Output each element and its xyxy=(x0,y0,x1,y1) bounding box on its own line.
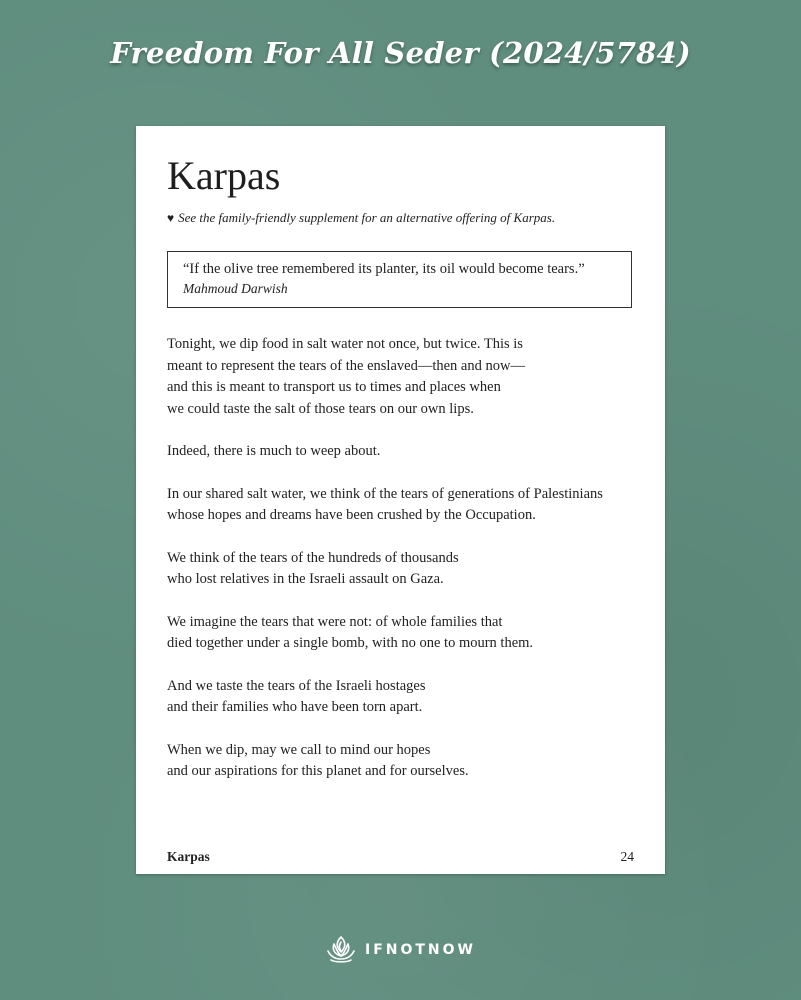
header-title: Freedom For All Seder (2024/5784) xyxy=(110,36,691,70)
paragraph-line: and this is meant to transport us to times and places when xyxy=(167,379,501,395)
paragraph xyxy=(167,612,647,655)
paragraph-line: And we taste the tears of the Israeli hostages xyxy=(167,677,426,694)
quote-box xyxy=(167,251,632,308)
paragraph-line: and our aspirations for this planet and for ourselves. xyxy=(167,763,469,779)
quote-text: “If the olive tree remembered its planter, its oil would become tears.” xyxy=(183,261,585,277)
body-text xyxy=(167,334,647,804)
paragraph-line: meant to represent the tears of the enslaved—then and now— xyxy=(167,357,525,374)
paragraph xyxy=(167,484,647,527)
brand-name: IFNOTNOW xyxy=(364,942,476,958)
paragraph xyxy=(167,548,647,591)
paragraph-line: Indeed, there is much to weep about. xyxy=(167,443,381,459)
paragraph-line: we could taste the salt of those tears on our own lips. xyxy=(167,400,474,417)
paragraph-line: Tonight, we dip food in salt water not once, but twice. This is xyxy=(167,336,523,352)
note-text: See the family-friendly supplement for an alternative offering of Karpas. xyxy=(178,210,556,225)
page-title: Karpas xyxy=(167,153,281,198)
paragraph-line: who lost relatives in the Israeli assault on Gaza. xyxy=(167,571,444,587)
family-supplement-note xyxy=(167,210,555,226)
flame-lotus-icon xyxy=(325,934,357,966)
page-number: 24 xyxy=(620,849,634,864)
footer-section-label: Karpas xyxy=(167,849,210,864)
paragraph-line: When we dip, may we call to mind our hopes xyxy=(167,741,431,758)
paragraph xyxy=(167,441,647,463)
quote-author: Mahmoud Darwish xyxy=(183,281,288,296)
paragraph-line: whose hopes and dreams have been crushed by the Occupation. xyxy=(167,507,536,523)
paragraph-line: and their families who have been torn apart. xyxy=(167,699,423,715)
heart-icon: ♥ xyxy=(167,211,175,225)
paragraph xyxy=(167,334,647,420)
paragraph xyxy=(167,740,647,783)
paragraph-line: died together under a single bomb, with no one to mourn them. xyxy=(167,635,534,651)
paragraph-line: We think of the tears of the hundreds of thousands xyxy=(167,549,459,566)
paragraph-line: We imagine the tears that were not: of whole families that xyxy=(167,613,503,630)
brand-logo xyxy=(0,932,801,968)
document-page xyxy=(136,126,665,874)
paragraph xyxy=(167,676,647,719)
paragraph-line: In our shared salt water, we think of the tears of generations of Palestinians xyxy=(167,485,603,502)
